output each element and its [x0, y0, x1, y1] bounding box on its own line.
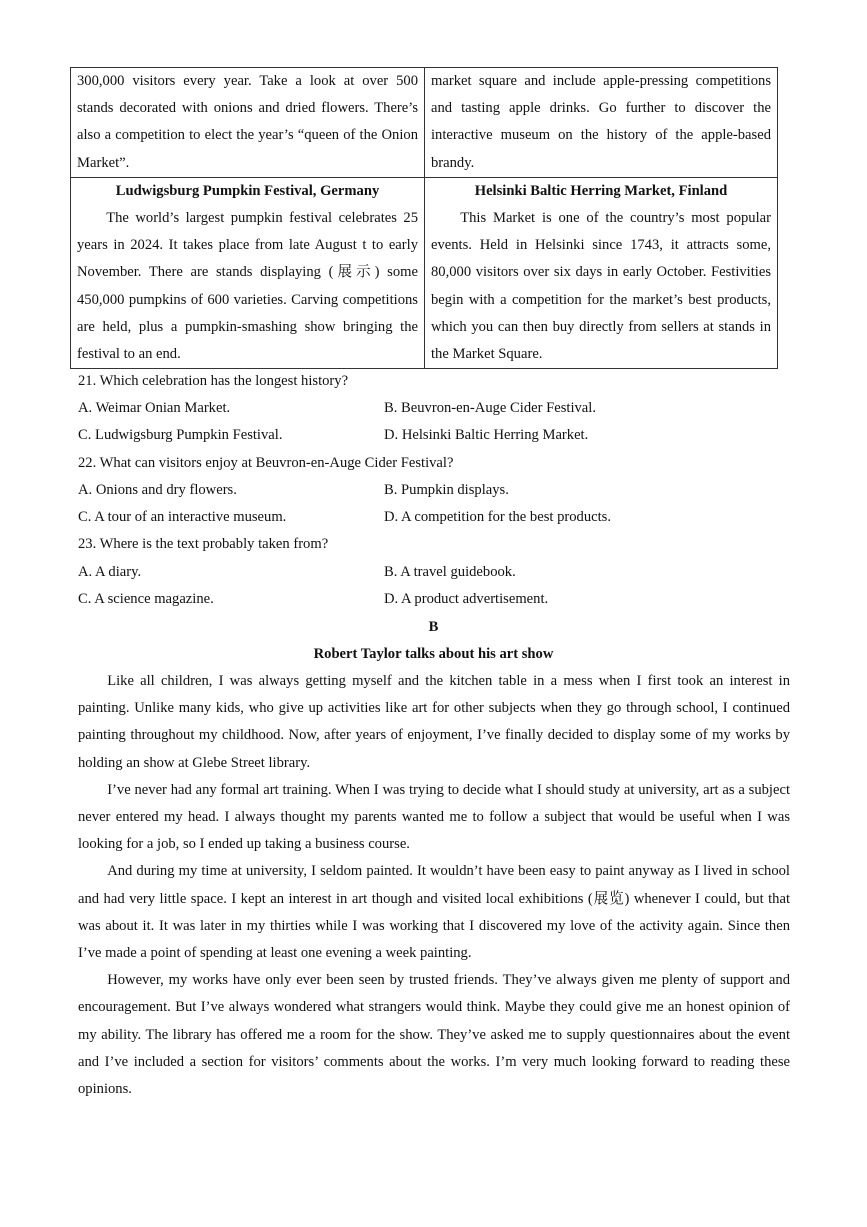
- festival-table: [70, 67, 778, 369]
- table-cell-helsinki: [425, 177, 778, 368]
- question-22-option-a: A. Onions and dry flowers.: [78, 482, 237, 498]
- question-21-option-c: C. Ludwigsburg Pumpkin Festival.: [78, 427, 283, 443]
- cell-text: 300,000 visitors every year. Take a look at over 500 stands decorated with onions and dried flowers. There’s also a competition to elect the year’s “queen of the Onion Market”.: [77, 73, 418, 171]
- question-23-option-b: B. A travel guidebook.: [384, 564, 516, 580]
- cell-title: Ludwigsburg Pumpkin Festival, Germany: [115, 182, 380, 199]
- table-row: [71, 68, 778, 178]
- cell-text: This Market is one of the country’s most popular events. Held in Helsinki since 1743, it attracts some, 80,000 visitors over six days in early October. Festivities begin with a competition for the market’s best products, which you can then buy directly from sellers at stands in the Market Square.: [431, 210, 771, 363]
- table-cell-cider-continued: [425, 68, 778, 178]
- question-22-option-d: D. A competition for the best products.: [384, 509, 611, 525]
- question-22-stem: 22. What can visitors enjoy at Beuvron-en-Auge Cider Festival?: [78, 455, 454, 471]
- table-cell-ludwigsburg: [71, 177, 425, 368]
- question-23-option-c: C. A science magazine.: [78, 591, 214, 607]
- section-letter: B: [428, 619, 439, 635]
- question-23-option-d: D. A product advertisement.: [384, 591, 549, 607]
- question-21-option-a: A. Weimar Onian Market.: [78, 400, 231, 416]
- passage-paragraph: Like all children, I was always getting myself and the kitchen table in a mess when I first took an interest in painting. Unlike many kids, who give up activities like art for other subjects when they go through school, I continued painting throughout my childhood. Now, after years of enjoyment, I’ve finally decided to display some of my works by holding an show at Glebe Street library.: [78, 673, 790, 771]
- question-21-option-b: B. Beuvron-en-Auge Cider Festival.: [384, 400, 596, 416]
- passage-paragraph: I’ve never had any formal art training. When I was trying to decide what I should study at university, art as a subject never entered my head. I always thought my parents wanted me to follow a subject that would be useful when I was looking for a job, so I ended up taking a business course.: [78, 781, 790, 853]
- passage-paragraph: However, my works have only ever been seen by trusted friends. They’ve always given me plenty of support and encouragement. But I’ve always wondered what strangers would think. Maybe they could give me an honest opinion of my ability. The library has offered me a room for the show. They’ve asked me to supply questionnaires about the event and I’ve included a section for visitors’ comments about the works. I’m very much looking forward to reading these opinions.: [78, 972, 790, 1098]
- question-22-option-b: B. Pumpkin displays.: [384, 482, 509, 498]
- cell-title: Helsinki Baltic Herring Market, Finland: [474, 182, 728, 199]
- table-cell-weimar-continued: [71, 68, 425, 178]
- passage-title: Robert Taylor talks about his art show: [313, 646, 554, 662]
- question-23-option-a: A. A diary.: [78, 564, 142, 580]
- passage-paragraph: And during my time at university, I seldom painted. It wouldn’t have been easy to paint anyway as I lived in school and had very little space. I kept an interest in art though and visited local exhibitions (展览) whenever I could, but that was about it. It was later in my thirties while I was working that I discovered my love of the activity again. Since then I’ve made a point of spending at least one evening a week painting.: [78, 863, 790, 962]
- question-22-option-c: C. A tour of an interactive museum.: [78, 509, 287, 525]
- question-21-stem: 21. Which celebration has the longest history?: [78, 373, 349, 389]
- cell-text: The world’s largest pumpkin festival celebrates 25 years in 2024. It takes place from late August t to early November. There are stands displaying (展示) some 450,000 pumpkins of 600 varieties. Carving competitions are held, plus a pumpkin-smashing show bringing the festival to an end.: [77, 210, 418, 363]
- cell-text: market square and include apple-pressing competitions and tasting apple drinks. Go further to discover the interactive museum on the history of the apple-based brandy.: [431, 73, 771, 171]
- table-row: [71, 177, 778, 368]
- question-21-option-d: D. Helsinki Baltic Herring Market.: [384, 427, 589, 443]
- passage-body: [78, 668, 790, 1103]
- question-23-stem: 23. Where is the text probably taken from?: [78, 536, 329, 552]
